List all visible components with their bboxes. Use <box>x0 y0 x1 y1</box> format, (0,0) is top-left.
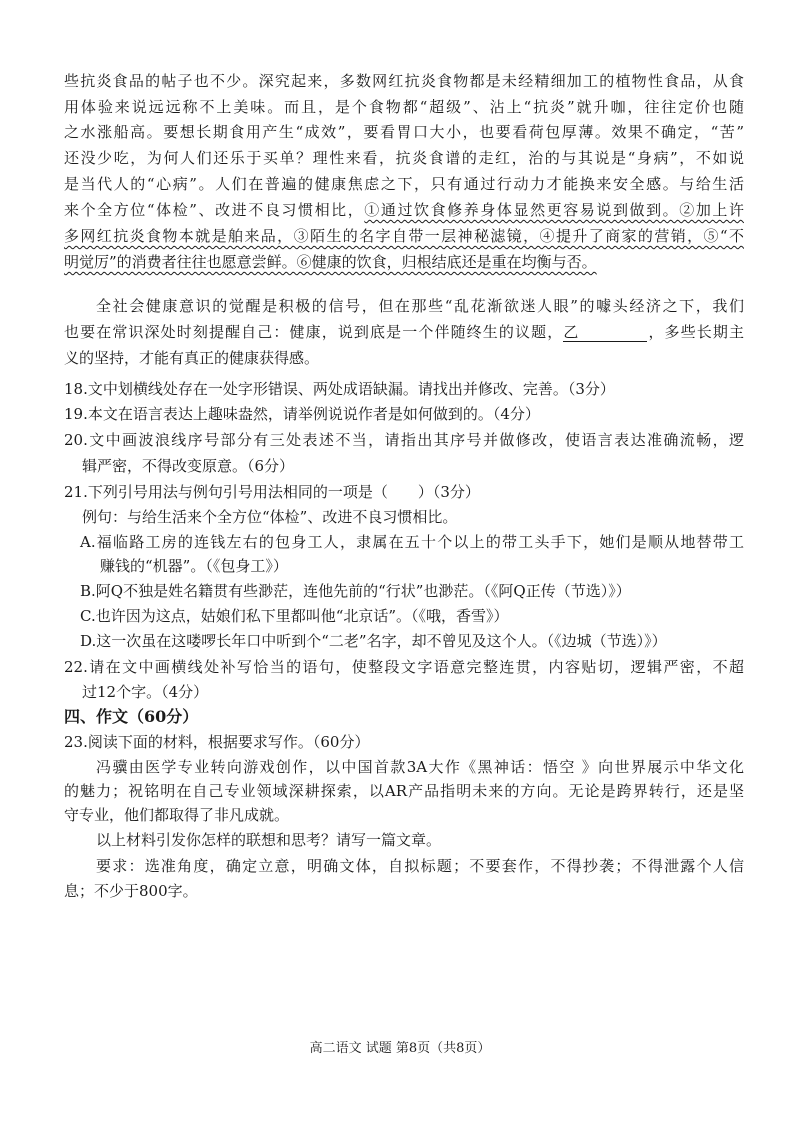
answer-blank: 乙 <box>563 323 647 342</box>
passage-line <box>64 147 744 169</box>
question-22-line-1: 22.请在文中画横线处补写恰当的语句，使整段文字语意完整连贯，内容贴切，逻辑严密，不超 <box>64 658 744 676</box>
passage-line <box>64 225 744 247</box>
question-23: 23.阅读下面的材料，根据要求写作。（60分） <box>64 733 370 751</box>
passage-text: ，多些长期主 <box>647 323 744 341</box>
question-20-line-2: 辑严密，不得改变原意。（6分） <box>82 457 295 475</box>
passage-line <box>64 121 744 143</box>
passage-line <box>96 295 744 317</box>
question-21-option-d: D.这一次虽在这喽啰长年口中听到个“二老”名字，却不曾见及这个人。（《边城（节选）》） <box>80 632 667 650</box>
question-20-line-1: 20.文中画波浪线序号部分有三处表述不当，请指出其序号并做修改，使语言表达准确流畅，逻 <box>64 431 744 449</box>
question-21: 21.下列引号用法与例句引号用法相同的一项是（ ）（3分） <box>64 483 480 501</box>
passage-line <box>64 251 744 273</box>
passage-text: 全社会健康意识的觉醒是积极的信号，但在那些“乱花渐欲迷人眼”的噱头经济之下，我们 <box>96 297 744 315</box>
question-22-line-2: 过12个字。（4分） <box>82 683 209 701</box>
page-footer: 高二语文 试题 第8页（共8页） <box>309 1041 491 1056</box>
passage-line <box>64 321 744 343</box>
question-19: 19.本文在语言表达上趣味盎然，请举例说说作者是如何做到的。（4分） <box>64 405 540 423</box>
question-21-option-c: C.也许因为这点，姑娘们私下里都叫他“北京话”。（《哦，香雪》） <box>80 607 509 625</box>
requirements-line-2: 息；不少于800字。 <box>64 882 198 900</box>
passage-line <box>64 347 744 369</box>
passage-text: 是当代人的“心病”。人们在普遍的健康焦虑之下，只有通过行动力才能换来安全感。与给生活 <box>64 175 744 193</box>
passage-text: 用体验来说远远称不上美味。而且，是个食物都“超级”、沾上“抗炎”就升咖，往往定价也随 <box>64 98 744 116</box>
passage-line <box>64 199 744 221</box>
material-line-2: 的魅力；祝铭明在自己专业领域深耕探索，以AR产品指明未来的方向。无论是跨界转行，还是坚 <box>64 782 744 800</box>
wavy-underlined-text: ①通过饮食修养身体显然更容易说到做到。②加上许 <box>364 201 744 219</box>
question-21-example: 例句：与给生活来个全方位“体检”、改进不良习惯相比。 <box>82 508 458 526</box>
writing-prompt: 以上材料引发你怎样的联想和思考？请写一篇文章。 <box>96 831 442 849</box>
material-line-1: 冯骥由医学专业转向游戏创作，以中国首款3A大作《黑神话：悟空 》向世界展示中华文化 <box>96 758 744 776</box>
question-21-option-a-line-2: 赚钱的“机器”。（《包身工》） <box>100 557 288 575</box>
material-line-3: 守专业，他们都取得了非凡成就。 <box>64 806 290 824</box>
passage-line <box>64 96 744 118</box>
passage-text: 也要在常识深处时刻提醒自己：健康，说到底是一个伴随终生的议题， <box>64 323 564 341</box>
passage-text: 义的坚持，才能有真正的健康获得感。 <box>64 349 320 367</box>
passage-line <box>64 173 744 195</box>
passage-text: 来个全方位“体检”、改进不良习惯相比， <box>64 201 365 219</box>
passage-text: 些抗炎食品的帖子也不少。深究起来，多数网红抗炎食物都是未经精细加工的植物性食品，从食 <box>64 72 744 90</box>
wavy-underlined-text: 多网红抗炎食物本就是舶来品，③陌生的名字自带一层神秘滤镜，④提升了商家的营销，⑤“不 <box>64 227 744 245</box>
question-21-option-b: B.阿Q不独是姓名籍贯有些渺茫，连他先前的“行状”也渺茫。（《阿Q正传（节选）》） <box>80 582 631 600</box>
question-18: 18.文中划横线处存在一处字形错误、两处成语缺漏。请找出并修改、完善。（3分） <box>64 380 615 398</box>
requirements-line-1: 要求：选准角度，确定立意，明确文体，自拟标题；不要套作，不得抄袭；不得泄露个人信 <box>96 857 744 875</box>
question-21-option-a-line-1: A.福临路工房的连钱左右的包身工人，隶属在五十个以上的带工头手下，她们是顺从地替带工 <box>80 533 744 551</box>
wavy-underlined-text: 明觉厉”的消费者往往也愿意尝鲜。⑥健康的饮食，归根结底还是重在均衡与否。 <box>64 253 597 271</box>
passage-text: 还没少吃，为何人们还乐于买单？理性来看，抗炎食谱的走红，治的与其说是“身病”，不如说 <box>64 149 744 167</box>
passage-line <box>64 70 744 92</box>
passage-text: 之水涨船高。要想长期食用产生“成效”，要看胃口大小，也要看荷包厚薄。效果不确定，“苦” <box>64 123 744 141</box>
section-4-heading: 四、作文（60分） <box>64 707 199 726</box>
